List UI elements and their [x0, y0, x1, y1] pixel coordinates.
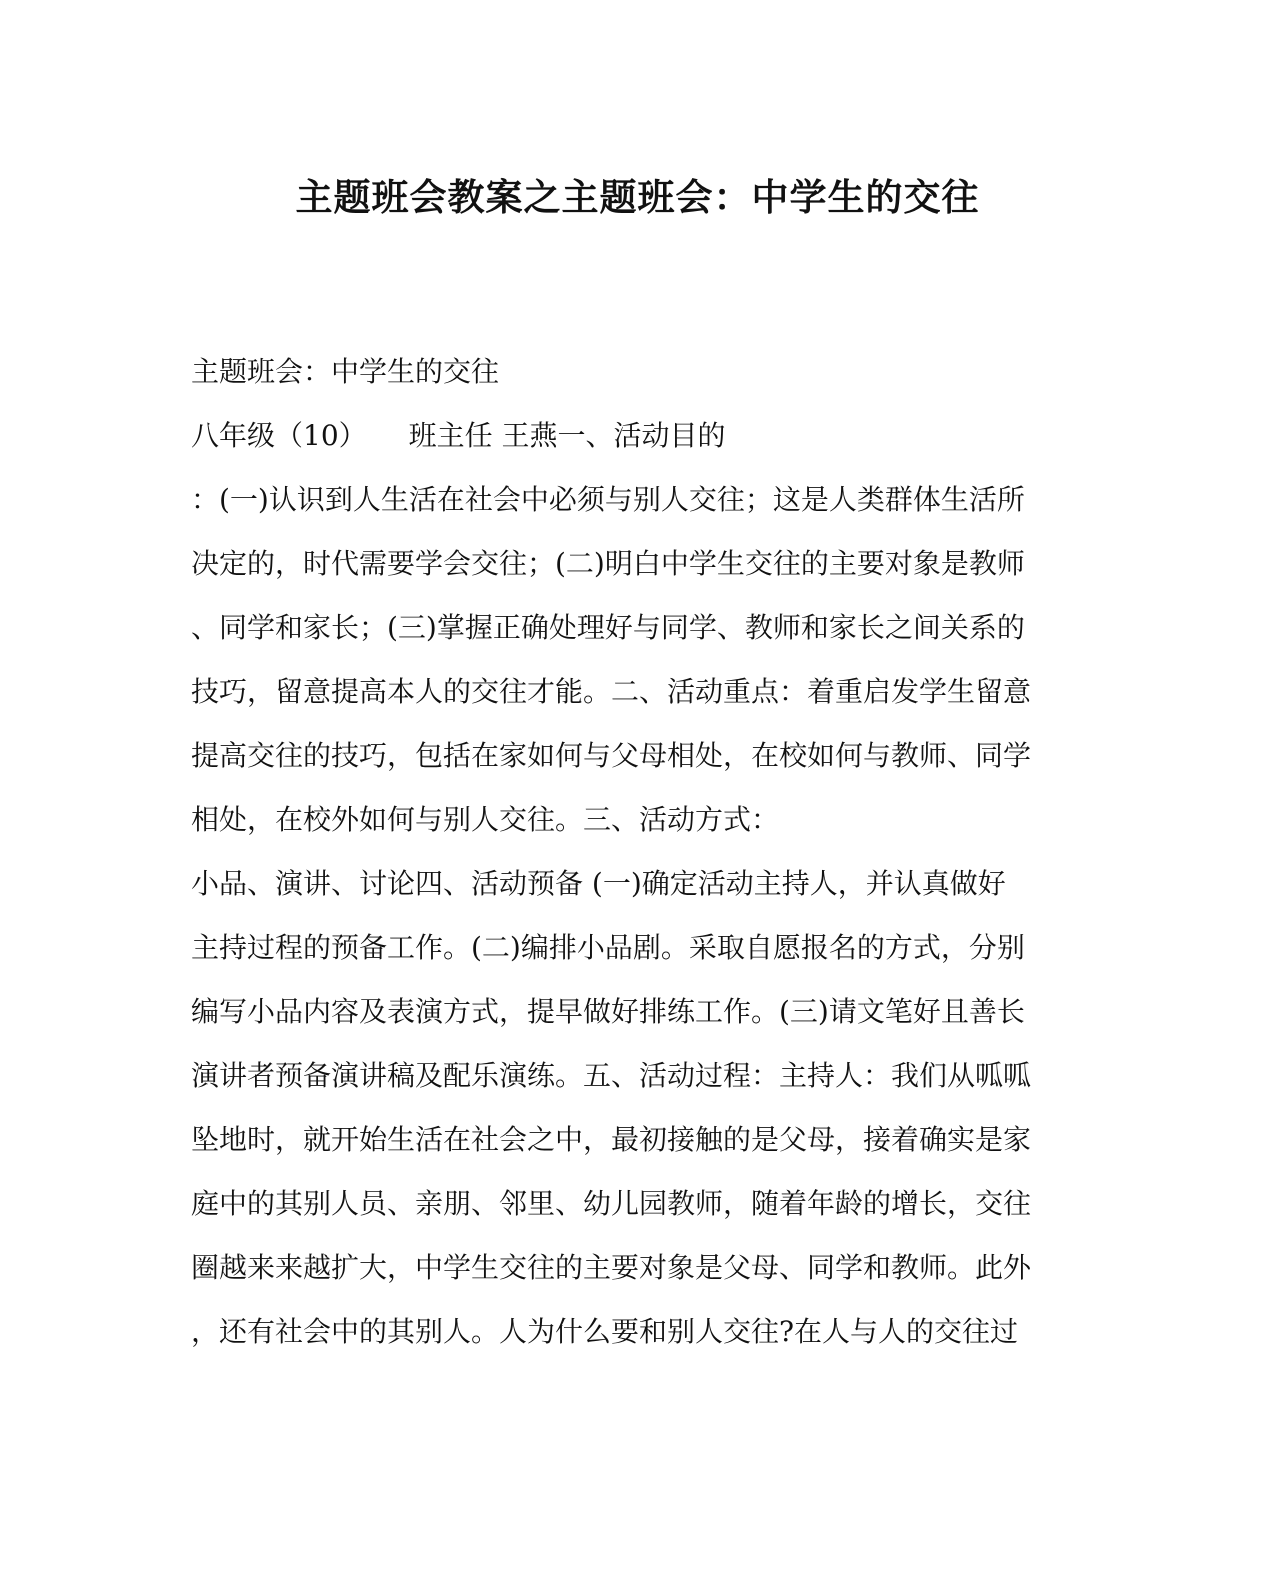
body-line: 提高交往的技巧，包括在家如何与父母相处，在校如何与教师、同学 — [191, 739, 1032, 772]
body-line: 坠地时，就开始生活在社会之中，最初接触的是父母，接着确实是家 — [191, 1123, 1032, 1156]
body-line: 主题班会：中学生的交往 — [191, 355, 500, 388]
body-line: 庭中的其别人员、亲朋、邻里、幼儿园教师，随着年龄的增长，交往 — [191, 1187, 1032, 1220]
body-line: 圈越来来越扩大，中学生交往的主要对象是父母、同学和教师。此外 — [191, 1251, 1032, 1284]
body-line: 小品、演讲、讨论四、活动预备 (一)确定活动主持人，并认真做好 — [191, 867, 1006, 900]
body-line: 主持过程的预备工作。(二)编排小品剧。采取自愿报名的方式，分别 — [191, 931, 1025, 964]
body-line: 技巧，留意提高本人的交往才能。二、活动重点：着重启发学生留意 — [191, 675, 1032, 708]
body-line: 决定的，时代需要学会交往；(二)明白中学生交往的主要对象是教师 — [191, 547, 1025, 580]
body-line: ，还有社会中的其别人。人为什么要和别人交往?在人与人的交往过 — [191, 1315, 1019, 1348]
document-title: 主题班会教案之主题班会：中学生的交往 — [295, 175, 980, 219]
body-line: 八年级（10） 班主任 王燕一、活动目的 — [191, 419, 726, 452]
body-line: 演讲者预备演讲稿及配乐演练。五、活动过程：主持人：我们从呱呱 — [191, 1059, 1032, 1092]
document-body — [191, 350, 1071, 1374]
body-line: 、同学和家长；(三)掌握正确处理好与同学、教师和家长之间关系的 — [191, 611, 1025, 644]
body-line: 相处，在校外如何与别人交往。三、活动方式： — [191, 803, 780, 836]
body-line: 编写小品内容及表演方式，提早做好排练工作。(三)请文笔好且善长 — [191, 995, 1025, 1028]
body-line: ：(一)认识到人生活在社会中必须与别人交往；这是人类群体生活所 — [191, 483, 1025, 516]
